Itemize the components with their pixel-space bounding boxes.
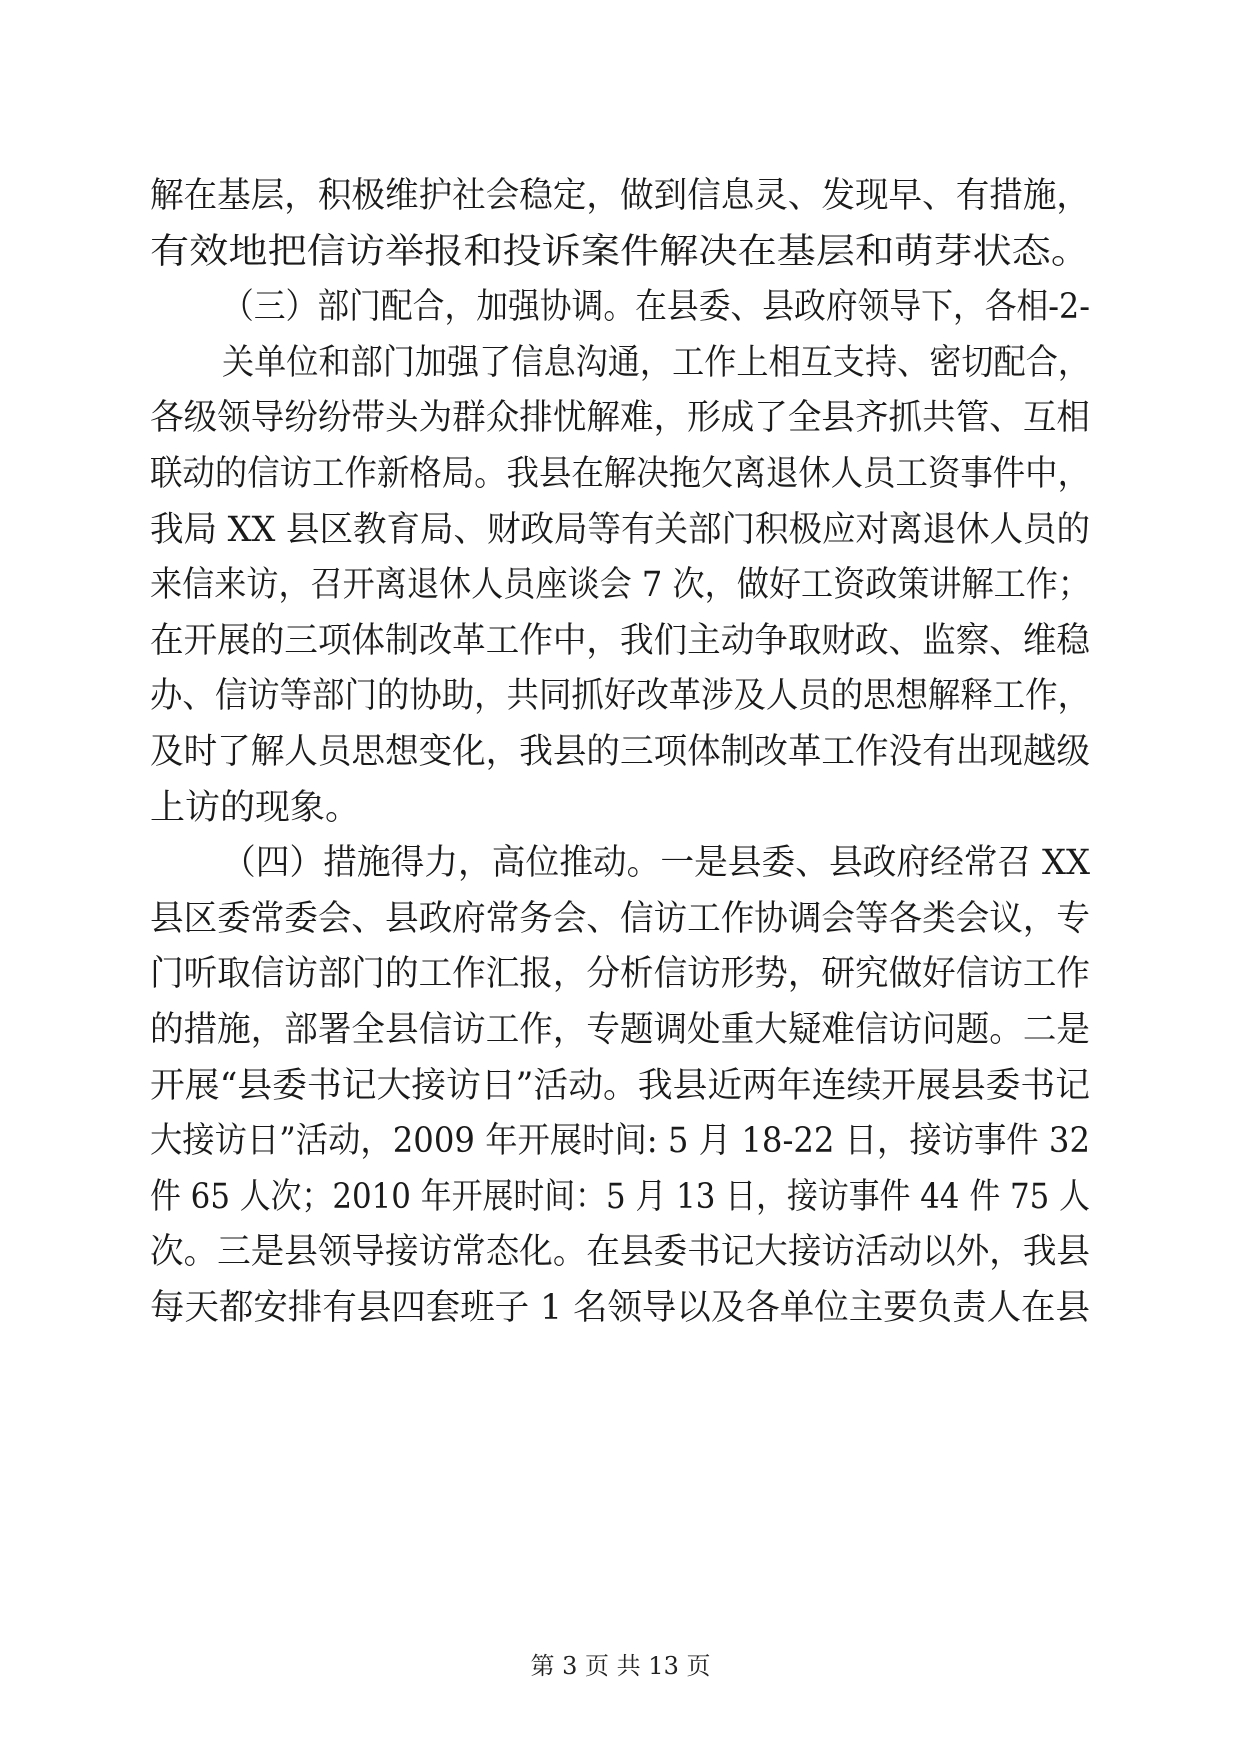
text-line [0, 611, 1241, 671]
text-line [0, 166, 1241, 226]
text-line-content: 门听取信访部门的工作汇报，分析信访形势，研究做好信访工作 [150, 954, 1090, 995]
text-line-content: 办、信访等部门的协助，共同抓好改革涉及人员的思想解释工作， [150, 676, 1090, 717]
text-line [0, 500, 1241, 560]
text-line [0, 222, 1241, 282]
text-line [0, 1167, 1241, 1227]
text-line [0, 388, 1241, 448]
text-line [0, 833, 1241, 893]
text-line-content: 及时了解人员思想变化，我县的三项体制改革工作没有出现越级 [150, 732, 1090, 772]
text-line-content: 每天都安排有县四套班子 1 名领导以及各单位主要负责人在县 [150, 1288, 1090, 1328]
text-line-content: 解在基层，积极维护社会稳定，做到信息灵、发现早、有措施， [150, 176, 1090, 216]
text-line-content: 县区委常委会、县政府常务会、信访工作协调会等各类会议，专 [150, 898, 1090, 939]
text-line [0, 277, 1241, 337]
text-line [0, 444, 1241, 504]
text-line-content: 大接访日”活动，2009 年开展时间: 5 月 18-22 日，接访事件 32 [150, 1121, 1090, 1162]
text-line [0, 1278, 1241, 1338]
text-line [0, 944, 1241, 1004]
text-line-content: 关单位和部门加强了信息沟通，工作上相互支持、密切配合， [222, 342, 1090, 383]
text-line [0, 722, 1241, 782]
text-line [0, 1222, 1241, 1282]
text-line-content: 次。三是县领导接访常态化。在县委书记大接访活动以外，我县 [150, 1232, 1090, 1273]
page-footer: 第 3 页 共 13 页 [530, 1652, 711, 1680]
text-line [0, 1000, 1241, 1060]
text-line [0, 1056, 1241, 1116]
text-line-content: 我局 XX 县区教育局、财政局等有关部门积极应对离退休人员的 [150, 509, 1090, 550]
text-line-content: （四）措施得力，高位推动。一是县委、县政府经常召 XX [222, 843, 1090, 884]
text-line [0, 555, 1241, 615]
text-line [0, 889, 1241, 949]
text-line [0, 666, 1241, 726]
text-line-content: 来信来访，召开离退休人员座谈会 7 次，做好工资政策讲解工作； [150, 565, 1090, 606]
text-line-content: 有效地把信访举报和投诉案件解决在基层和萌芽状态。 [150, 231, 1090, 272]
text-line-content: 联动的信访工作新格局。我县在解决拖欠离退休人员工资事件中， [150, 454, 1090, 494]
text-line-content: （三）部门配合，加强协调。在县委、县政府领导下，各相-2- [222, 287, 1090, 328]
text-line-content: 上访的现象。 [150, 787, 361, 828]
text-line [0, 1111, 1241, 1171]
text-line-content: 件 65 人次；2010 年开展时间：5 月 13 日，接访事件 44 件 75 人 [150, 1176, 1090, 1217]
text-line-content: 的措施，部署全县信访工作，专题调处重大疑难信访问题。二是 [150, 1010, 1090, 1050]
text-line-content: 在开展的三项体制改革工作中，我们主动争取财政、监察、维稳 [150, 620, 1090, 661]
text-line-content: 开展“县委书记大接访日”活动。我县近两年连续开展县委书记 [150, 1065, 1090, 1106]
text-line-content: 各级领导纷纷带头为群众排忧解难，形成了全县齐抓共管、互相 [150, 398, 1090, 439]
text-line [0, 333, 1241, 393]
text-line [0, 778, 1241, 838]
